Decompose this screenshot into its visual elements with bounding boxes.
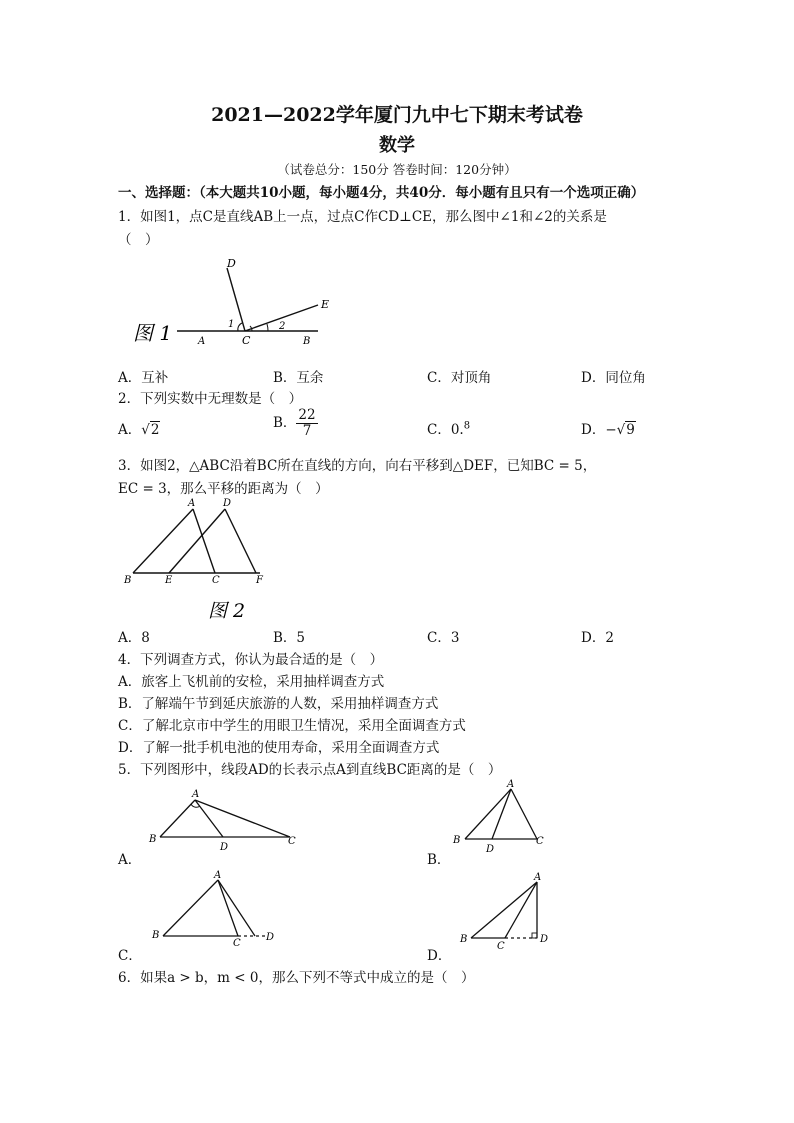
q5-figure-c — [145, 866, 285, 946]
side-ac — [218, 880, 238, 936]
label-a: A — [188, 498, 196, 509]
angle1-arc — [238, 323, 242, 331]
q2-option-b — [273, 408, 318, 439]
q2-stem: 2．下列实数中无理数是（ ） — [118, 391, 303, 407]
fraction-numerator: 22 — [298, 407, 316, 423]
label-a: A — [507, 779, 515, 790]
q2-option-c-text: C．0. — [427, 422, 464, 438]
label-b: B — [303, 336, 311, 347]
q4-option-b: B．了解端午节到延庆旅游的人数，采用抽样调查方式 — [118, 696, 439, 712]
label-d: D — [220, 842, 229, 853]
q3-stem-line2: EC = 3，那么平移的距离为（ ） — [118, 481, 329, 497]
label-d: D — [227, 257, 236, 270]
label-a: A — [198, 336, 206, 347]
side-ab — [160, 800, 195, 837]
side-df — [225, 509, 256, 573]
q5-option-a: A． — [118, 852, 142, 868]
right-angle-mark — [532, 933, 537, 938]
figure1-label: 图 1 — [133, 321, 173, 345]
q4-option-c: C．了解北京市中学生的用眼卫生情况，采用全面调查方式 — [118, 718, 466, 734]
q2-option-c — [427, 418, 470, 438]
label-e: E — [165, 575, 173, 586]
q1-option-c: C．对顶角 — [427, 370, 492, 386]
side-ac — [505, 882, 537, 938]
q5-stem: 5．下列图形中，线段AD的长表示点A到直线BC距离的是（ ） — [118, 762, 502, 778]
segment-ad — [218, 880, 255, 936]
fraction-denominator: 7 — [302, 422, 312, 439]
sqrt-sign: √ — [616, 422, 626, 438]
label-a: A — [192, 789, 200, 800]
side-ab — [465, 789, 511, 839]
subject-title: 数学 — [379, 135, 415, 156]
side-ab — [133, 509, 193, 573]
fraction — [296, 408, 317, 439]
q2-option-a-radicand: 2 — [150, 422, 160, 438]
q4-option-d: D．了解一批手机电池的使用寿命，采用全面调查方式 — [118, 740, 440, 756]
label-angle2: 2 — [279, 321, 286, 332]
q1-option-d: D．同位角 — [581, 370, 646, 386]
figure2-label: 图 2 — [208, 600, 246, 622]
q5-figure-d — [455, 870, 555, 950]
section-heading: 一、选择题：（本大题共10小题，每小题4分，共40分．每小题有且只有一个选项正确） — [118, 185, 645, 201]
label-b: B — [453, 835, 461, 846]
label-c: C — [212, 575, 220, 586]
label-c: C — [233, 938, 241, 946]
label-c: C — [536, 836, 544, 847]
label-d: D — [486, 844, 495, 855]
label-b: B — [124, 575, 132, 586]
q3-option-b: B．5 — [273, 630, 306, 646]
segment-ad — [492, 789, 511, 839]
label-b: B — [152, 930, 160, 941]
label-c: C — [288, 836, 296, 847]
q5-option-c: C． — [118, 948, 142, 964]
side-ab — [163, 880, 218, 936]
q5-figure-b — [445, 775, 555, 855]
q5-figure-a — [140, 785, 310, 855]
q4-option-a: A．旅客上飞机前的安检，采用抽样调查方式 — [118, 674, 385, 690]
q3-option-a: A．8 — [118, 630, 150, 646]
q2-option-a-prefix: A． — [118, 422, 142, 438]
label-e: E — [321, 298, 330, 311]
q1-paren: （ ） — [118, 232, 159, 248]
q2-option-d-radicand: 9 — [626, 422, 635, 438]
label-a: A — [534, 872, 542, 883]
q3-option-c: C．3 — [427, 630, 460, 646]
label-c: C — [242, 334, 251, 347]
exam-title: 2021—2022学年厦门九中七下期末考试卷 — [211, 104, 583, 126]
q1-option-b: B．互余 — [273, 370, 324, 386]
label-f: F — [256, 575, 263, 586]
label-b: B — [149, 834, 157, 845]
label-b: B — [460, 934, 468, 945]
q2-option-d — [581, 418, 636, 438]
side-ac — [511, 789, 537, 839]
label-d: D — [223, 498, 232, 509]
q2-option-a — [118, 418, 160, 438]
sqrt-sign: √ — [141, 422, 150, 438]
q3-stem-line1: 3．如图2，△ABC沿着BC所在直线的方向，向右平移到△DEF，已知BC = 5， — [118, 458, 597, 474]
q1-option-a: A．互补 — [118, 370, 169, 386]
q1-figure — [125, 250, 355, 350]
side-ab — [471, 882, 537, 938]
label-angle1: 1 — [228, 319, 235, 330]
q2-option-b-prefix: B． — [273, 414, 297, 431]
label-c: C — [497, 941, 505, 950]
q2-option-d-prefix: D．− — [581, 422, 617, 438]
q6-stem: 6．如果a > b，m < 0，那么下列不等式中成立的是（ ） — [118, 970, 475, 986]
q4-stem: 4．下列调查方式，你认为最合适的是（ ） — [118, 652, 384, 668]
exam-info: （试卷总分：150分 答卷时间：120分钟） — [277, 162, 517, 177]
q2-option-c-repeat-digit: 8 — [463, 420, 471, 432]
q5-option-d: D． — [427, 948, 452, 964]
angle2-arc — [267, 324, 268, 331]
q3-option-d: D．2 — [581, 630, 614, 646]
q1-stem: 1．如图1，点C是直线AB上一点，过点C作CD⊥CE，那么图中∠1和∠2的关系是 — [118, 209, 607, 225]
label-d: D — [266, 932, 275, 943]
q3-figure — [118, 495, 278, 625]
label-a: A — [214, 870, 222, 881]
label-d: D — [540, 934, 549, 945]
q5-option-b: B． — [427, 852, 451, 868]
